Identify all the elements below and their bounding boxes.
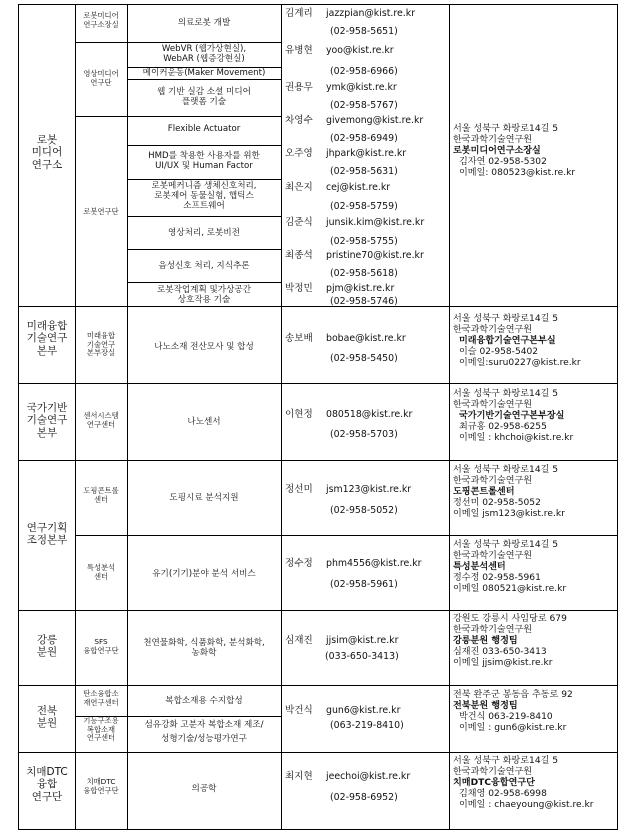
task-cell: 나노센서 xyxy=(187,417,221,427)
task-cell xyxy=(162,44,246,64)
task-line: 소프트웨어 xyxy=(183,201,225,212)
dept-line: 연구단 xyxy=(31,790,63,803)
contact-email: 080518@kist.re.kr xyxy=(326,409,413,420)
task-cell: Flexible Actuator xyxy=(167,124,241,134)
contact-name: 김계리 xyxy=(285,8,313,19)
dept-line: 연구소 xyxy=(31,158,63,171)
task-line: WebAR (웹증강현실) xyxy=(163,54,245,65)
unit-line: 재연구센터 xyxy=(83,697,119,707)
contact-phone: (02-958-5631) xyxy=(330,166,398,177)
contact-email: 이메일: 080523@kist.re.kr xyxy=(459,167,576,178)
dept-line: 치매DTC xyxy=(26,766,68,778)
contact-name: 권용무 xyxy=(285,82,313,93)
task-cell xyxy=(151,181,256,211)
contact-person: 정수정 02-958-5961 xyxy=(453,572,541,583)
contact-person: 박건식 063-219-8410 xyxy=(459,711,553,722)
contact-person: 김채영 02-958-6998 xyxy=(459,788,547,799)
task-cell xyxy=(143,638,265,658)
unit-line: 연구단 xyxy=(90,77,112,87)
task-cell: 음성신호 처리, 지식추론 xyxy=(158,261,250,271)
unit-line: 센서시스템 xyxy=(83,411,119,420)
task-cell: 영상처리, 로봇비전 xyxy=(168,228,240,238)
dept-line: 미래융합 xyxy=(26,320,68,332)
address-block xyxy=(453,540,566,595)
unit-line: 센터 xyxy=(93,571,109,581)
contact-email: junsik.kim@kist.re.kr xyxy=(326,217,425,228)
contact-phone: (063-219-8410) xyxy=(330,720,404,731)
dept-line: 연구기획 xyxy=(26,522,68,534)
dept-research-planning xyxy=(27,522,68,547)
task-cell: 의공학 xyxy=(191,784,217,794)
address-block xyxy=(453,465,565,520)
contact-name: 송보배 xyxy=(285,333,313,344)
dept-robot-media xyxy=(32,134,62,171)
contact-phone: (02-958-5618) xyxy=(330,268,398,279)
address-line: 한국과학기술연구원 xyxy=(453,399,533,410)
task-line: 웹 기반 실감 소셜 미디어 xyxy=(157,87,251,97)
task-line: HMD를 착용한 사용자를 위한 xyxy=(148,151,260,161)
task-line: 농화학 xyxy=(191,648,217,659)
unit-characterization xyxy=(87,564,115,581)
contact-person: 최규홍 02-958-6255 xyxy=(459,421,547,432)
contact-email: pristine70@kist.re.kr xyxy=(326,250,424,261)
address-line: 서울 성북구 화랑로14길 5 xyxy=(453,465,559,475)
contact-email: jhpark@kist.re.kr xyxy=(326,148,407,159)
contact-phone: (02-958-6952) xyxy=(330,792,398,803)
contact-email: jsm123@kist.re.kr xyxy=(326,484,412,495)
contact-email: jazzpian@kist.re.kr xyxy=(326,8,416,19)
contact-email: 이메일:suru0227@kist.re.kr xyxy=(459,357,581,368)
contact-phone: (02-958-5755) xyxy=(330,236,398,247)
address-line: 한국과학기술연구원 xyxy=(453,550,533,561)
task-cell: 도핑시료 분석지원 xyxy=(169,493,239,503)
dept-line: 본부 xyxy=(36,426,58,439)
unit-line: 도핑콘트롤 xyxy=(83,486,119,495)
contact-email: ymk@kist.re.kr xyxy=(326,82,397,93)
unit-line: 영상미디어 xyxy=(83,69,119,78)
unit-structural-composite xyxy=(83,717,118,743)
unit-line: 복합소재 xyxy=(86,724,116,734)
contact-name: 정선미 xyxy=(285,484,313,495)
task-cell: 나노소재 전산모사 및 합성 xyxy=(154,342,254,352)
contact-name: 박정민 xyxy=(285,283,313,294)
contact-email: 이메일 : khchoi@kist.re.kr xyxy=(459,432,574,443)
office-title: 국가기반기술연구본부장실 xyxy=(459,410,565,421)
contact-phone: (02-958-5052) xyxy=(330,505,398,516)
contact-name: 최은지 xyxy=(285,182,313,193)
task-line: 상호작용 기술 xyxy=(177,295,231,306)
office-title: 치매DTC융합연구단 xyxy=(453,777,535,788)
dept-line: 로봇 xyxy=(36,134,58,146)
address-line: 한국과학기술연구원 xyxy=(453,475,533,486)
contact-email: phm4556@kist.re.kr xyxy=(326,558,422,569)
task-line: 섬유강화 고분자 복합소재 제조/ xyxy=(144,720,264,730)
task-cell: 의료로봇 개발 xyxy=(177,18,231,28)
dept-dementia-dtc xyxy=(26,766,68,803)
address-line: 서울 성북구 화랑로14길 5 xyxy=(453,124,559,134)
dept-line: 융합 xyxy=(36,778,58,791)
unit-robot-office xyxy=(83,12,118,29)
contact-phone: (02-958-5767) xyxy=(330,100,398,111)
contact-name: 박건식 xyxy=(285,705,313,716)
task-cell xyxy=(157,285,251,305)
task-cell: 메이커운동(Maker Movement) xyxy=(142,68,266,78)
contact-phone: (02-958-5703) xyxy=(330,429,398,440)
contact-email: 이메일 jjsim@kist.re.kr xyxy=(453,657,553,668)
dept-line: 본부 xyxy=(36,344,58,357)
office-title: 미래융합기술연구본부실 xyxy=(459,335,556,346)
dept-line: 강릉 xyxy=(36,634,58,646)
address-line: 서울 성북구 화랑로14길 5 xyxy=(453,756,559,766)
contact-email: givemong@kist.re.kr xyxy=(326,115,424,126)
contact-phone: (02-958-6949) xyxy=(330,133,398,144)
contact-name: 심재진 xyxy=(285,635,313,646)
dept-line: 조정본부 xyxy=(26,534,68,547)
task-cell: 유기(기기)분야 분석 서비스 xyxy=(152,569,256,579)
unit-doping-control xyxy=(83,487,118,504)
unit-dementia-dtc xyxy=(83,778,118,795)
dept-line: 분원 xyxy=(36,717,58,730)
contact-phone: (02-958-5759) xyxy=(330,201,398,212)
office-title: 로봇미디어연구소장실 xyxy=(453,145,541,156)
dept-line: 미디어 xyxy=(31,146,63,159)
contact-name: 김준식 xyxy=(285,217,313,228)
address-block xyxy=(453,314,581,369)
address-line: 한국과학기술연구원 xyxy=(453,624,533,635)
contact-name: 최지현 xyxy=(285,771,313,782)
dept-line: 전북 xyxy=(36,705,58,717)
unit-line: 연구센터 xyxy=(86,733,116,743)
contact-phone: (02-958-6966) xyxy=(330,66,398,77)
contact-person: 이슬 02-958-5402 xyxy=(459,346,539,357)
contact-email: gun6@kist.re.kr xyxy=(326,705,401,716)
contact-phone: (02-958-5450) xyxy=(330,353,398,364)
contact-email: jjsim@kist.re.kr xyxy=(326,635,399,646)
unit-line: 탄소융합소 xyxy=(83,689,119,698)
contact-email: 이메일 : chaeyoung@kist.re.kr xyxy=(459,799,594,810)
contact-name: 최종석 xyxy=(285,250,313,261)
address-line: 한국과학기술연구원 xyxy=(453,134,533,145)
unit-line: 융합연구단 xyxy=(83,645,119,655)
task-line: 로봇메커니즘 생체신호처리, xyxy=(151,181,257,191)
task-line: UI/UX 및 Human Factor xyxy=(155,161,253,172)
unit-line: SFS xyxy=(94,637,108,646)
contact-name: 유병현 xyxy=(285,45,313,56)
contact-person: 심재진 033-650-3413 xyxy=(453,646,547,657)
unit-line: 센터 xyxy=(93,494,109,504)
task-line: 천연물화학, 식품화학, 분석화학, xyxy=(143,638,265,648)
contact-email: pjm@kist.re.kr xyxy=(326,283,395,294)
dept-jeonbuk-branch xyxy=(37,705,57,730)
contact-email: cej@kist.re.kr xyxy=(326,182,391,193)
office-title: 특성분석센터 xyxy=(453,561,506,572)
unit-sensor-system xyxy=(83,412,118,429)
unit-line: 융합연구단 xyxy=(83,785,119,795)
unit-image-media xyxy=(83,70,118,87)
contact-phone: (033-650-3413) xyxy=(325,651,399,662)
contact-phone: (02-958-5961) xyxy=(330,579,398,590)
office-title: 도핑콘트롤센터 xyxy=(453,486,515,497)
address-line: 서울 성북구 화랑로14길 5 xyxy=(453,540,559,550)
address-line: 한국과학기술연구원 xyxy=(453,766,533,777)
address-block xyxy=(453,124,575,179)
task-line: WebVR (웹가상현실), xyxy=(161,44,247,54)
task-line: 플랫폼 기술 xyxy=(181,97,227,108)
task-line: 성형기술/성능평가연구 xyxy=(161,733,247,744)
address-line: 전북 완주군 봉동읍 추동로 92 xyxy=(453,690,573,700)
unit-line: 로봇미디어 xyxy=(83,11,119,20)
task-cell: 복합소재용 수지합성 xyxy=(165,696,243,706)
task-line: 로봇제어 동물실험, 햅틱스 xyxy=(154,191,254,202)
address-line: 강원도 강릉시 사임당로 679 xyxy=(453,614,567,624)
unit-line: 본부장실 xyxy=(86,348,116,358)
task-cell xyxy=(148,151,260,171)
contact-name: 정수정 xyxy=(285,558,313,569)
dept-line: 기술연구 xyxy=(26,414,68,427)
contact-email: bobae@kist.re.kr xyxy=(326,333,406,344)
address-line: 서울 성북구 화랑로14길 5 xyxy=(453,314,559,324)
address-line: 서울 성북구 화랑로14길 5 xyxy=(453,389,559,399)
unit-sfs xyxy=(83,638,118,655)
unit-future-office xyxy=(87,332,115,358)
office-title: 강릉분원 행정팀 xyxy=(453,635,518,646)
dept-line: 분원 xyxy=(36,646,58,659)
contact-email: yoo@kist.re.kr xyxy=(326,45,394,56)
contact-name: 오주영 xyxy=(285,148,313,159)
address-block xyxy=(453,756,593,811)
unit-line: 특성분석 xyxy=(86,563,116,572)
dept-future-convergence xyxy=(27,320,68,357)
contact-email: 이메일 jsm123@kist.re.kr xyxy=(453,508,565,519)
unit-line: 연구소장실 xyxy=(83,19,119,29)
task-cell xyxy=(144,719,263,747)
contact-person: 김자연 02-958-5302 xyxy=(459,156,547,167)
contact-name: 차영수 xyxy=(285,115,313,126)
address-line: 한국과학기술연구원 xyxy=(453,324,533,335)
address-block xyxy=(453,690,573,734)
dept-gangneung-branch xyxy=(37,634,57,659)
office-title: 전북분원 행정팀 xyxy=(453,700,518,711)
contact-phone: (02-958-5651) xyxy=(330,26,398,37)
contact-name: 이현정 xyxy=(285,409,313,420)
unit-line: 미래융합 xyxy=(86,331,116,340)
task-line: 로봇작업계획 및가상공간 xyxy=(156,285,252,295)
unit-line: 기술연구 xyxy=(86,339,116,349)
address-block xyxy=(453,389,573,444)
contact-email: 이메일 080521@kist.re.kr xyxy=(453,583,567,594)
contact-phone: (02-958-5746) xyxy=(330,296,398,307)
unit-carbon-composite xyxy=(83,690,118,707)
contact-person: 정선미 02-958-5052 xyxy=(453,497,541,508)
contact-email: 이메일 : gun6@kist.re.kr xyxy=(459,722,567,733)
unit-line: 기능구조용 xyxy=(83,716,119,725)
unit-robot-research: 로봇연구단 xyxy=(83,207,119,216)
task-cell xyxy=(157,87,251,107)
dept-line: 국가기반 xyxy=(26,402,68,414)
dept-line: 기술연구 xyxy=(26,332,68,345)
dept-national-infrastructure xyxy=(27,402,68,439)
unit-line: 치매DTC xyxy=(86,777,116,786)
unit-line: 연구센터 xyxy=(86,419,116,429)
address-block xyxy=(453,614,567,669)
contact-email: jeechoi@kist.re.kr xyxy=(326,771,411,782)
